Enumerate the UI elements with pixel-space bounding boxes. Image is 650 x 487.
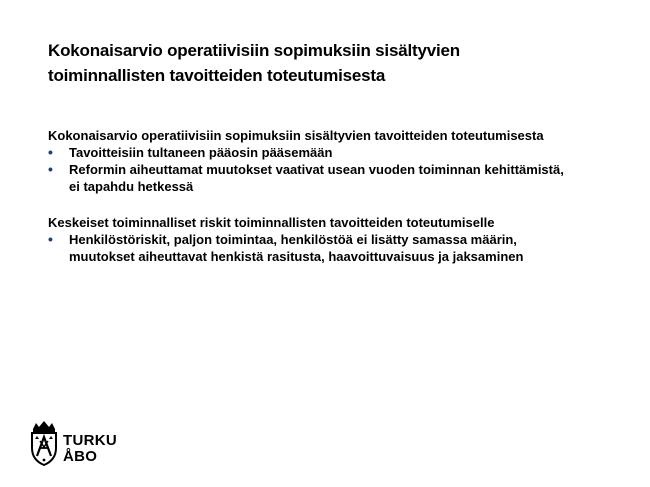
bullet-text: Reformin aiheuttamat muutokset vaativat usean vuoden toiminnan kehittämistä, [69,162,564,177]
turku-coat-of-arms-icon [29,420,59,466]
assessment-section [48,127,638,195]
turku-abo-logo [29,420,129,470]
bullet-text-continued: ei tapahdu hetkessä [69,179,194,194]
bullet-icon: • [48,161,53,177]
assessment-bullet-list [48,144,638,195]
logo-text-turku: TURKU [63,432,117,449]
bullet-item [48,231,638,265]
risks-section [48,214,638,265]
slide-title-line-2: toiminnallisten tavoitteiden toteutumisesta [48,66,386,85]
slide-title [48,38,628,88]
bullet-text: Henkilöstöriskit, paljon toimintaa, henkilöstöä ei lisätty samassa määrin, [69,232,517,247]
bullet-text: Tavoitteisiin tultaneen pääosin pääsemään [69,145,333,160]
slide-title-line-1: Kokonaisarvio operatiivisiin sopimuksiin sisältyvien [48,41,460,60]
bullet-icon: • [48,144,53,160]
risks-heading: Keskeiset toiminnalliset riskit toiminnallisten tavoitteiden toteutumiselle [48,215,495,230]
logo-text-abo: ÅBO [63,448,98,465]
risks-bullet-list [48,231,638,265]
bullet-item [48,144,638,161]
bullet-text-continued: muutokset aiheuttavat henkistä rasitusta, haavoittuvaisuus ja jaksaminen [69,249,524,264]
logo-wordmark [63,433,117,465]
bullet-icon: • [48,231,53,247]
bullet-item [48,161,638,195]
assessment-heading: Kokonaisarvio operatiivisiin sopimuksiin sisältyvien tavoitteiden toteutumisesta [48,128,544,143]
